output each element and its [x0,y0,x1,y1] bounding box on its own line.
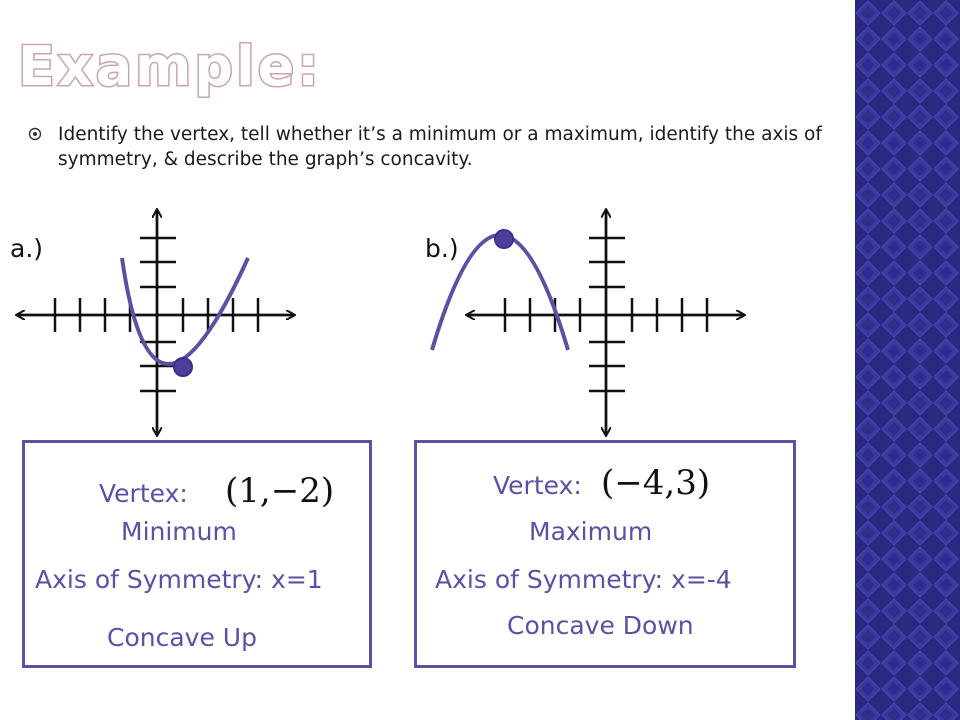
bullet-text: Identify the vertex, tell whether it’s a minimum or a maximum, identify the axis of symmetry, & describe the graph’s concavity. [58,124,822,170]
parabola-curve [122,258,248,364]
extremum-type: Maximum [529,517,653,546]
graph-b [420,200,760,440]
decorative-sidebar [855,0,960,720]
vertex-point [174,358,192,376]
circled-dot-icon [28,127,42,141]
vertex-label: Vertex: [493,471,582,500]
vertex-point [495,230,513,248]
graph-a-label: a.) [10,234,44,263]
graph-a [0,200,320,440]
slide-title: Example: [18,35,322,98]
vertex-label: Vertex: [99,479,188,508]
extremum-type: Minimum [121,517,237,546]
answer-box-b [414,440,796,668]
graph-b-label: b.) [425,234,459,263]
concavity: Concave Down [507,611,694,640]
vertex-value: (−4,3) [601,463,711,503]
vertex-value: (1,−2) [225,471,335,511]
answer-box-a [22,440,372,668]
axis-of-symmetry: Axis of Symmetry: x=-4 [435,565,732,594]
axis-of-symmetry: Axis of Symmetry: x=1 [35,565,323,594]
parabola-curve [432,235,568,350]
concavity: Concave Up [107,623,257,652]
